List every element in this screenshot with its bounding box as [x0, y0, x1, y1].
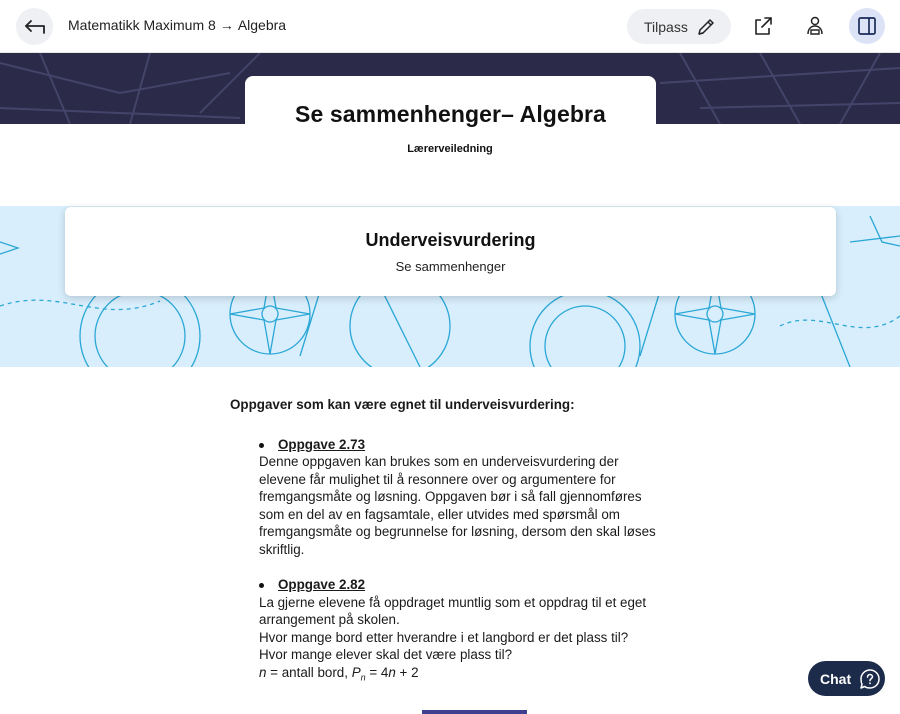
chat-label: Chat [820, 670, 852, 687]
share-button[interactable] [745, 8, 781, 44]
share-icon [752, 15, 774, 37]
task-line: elevene får mulighet til å resonnere over og argumentere for [259, 471, 616, 487]
breadcrumb-chapter[interactable]: Algebra [237, 17, 287, 33]
breadcrumb [68, 17, 286, 33]
page-subtitle: Lærerveiledning [407, 143, 493, 155]
task-item [230, 576, 670, 687]
back-button[interactable] [16, 8, 53, 45]
task-line: fremgangsmåte og begrunnelse for løsning, dersom den skal løses [259, 524, 656, 539]
task-line: fremgangsmåte og løsning. Oppgaven bør i så fall gjennomføres [259, 489, 642, 504]
back-arrow-icon [24, 19, 46, 35]
task-line: arrangement på skolen. [259, 612, 400, 627]
pencil-icon [696, 17, 716, 37]
task-line: Denne oppgaven kan brukes som en underveisvurdering der [259, 454, 619, 469]
formula-text: = antall bord, [266, 664, 352, 680]
teacher-button[interactable] [797, 8, 833, 44]
task-title[interactable]: Oppgave 2.82 [278, 577, 366, 592]
task-line: skriftlig. [259, 541, 305, 557]
banner-title: Underveisvurdering [365, 230, 536, 250]
top-bar [0, 0, 900, 53]
chat-button[interactable] [808, 661, 885, 696]
formula-var-p: P [351, 664, 361, 680]
formula-var-n: n [259, 664, 267, 680]
tilpass-label: Tilpass [644, 18, 688, 35]
task-line: Hvor mange elever skal det være plass til? [259, 647, 513, 662]
banner-card [65, 207, 836, 296]
bottom-strip [422, 710, 527, 714]
task-line: La gjerne elevene få oppdraget muntlig som et oppdrag til et eget [259, 594, 647, 610]
bullet-icon [259, 443, 264, 448]
task-line: Hvor mange bord etter hverandre i et langbord er det plass til? [259, 629, 629, 645]
task-formula [259, 664, 670, 687]
formula-var-n: n [388, 664, 396, 680]
bullet-icon [259, 583, 264, 588]
formula-subscript: n [360, 672, 366, 683]
breadcrumb-separator: → [219, 17, 234, 33]
side-panel-icon [856, 15, 878, 37]
side-panel-button[interactable] [849, 8, 885, 44]
chat-help-icon [859, 668, 881, 690]
task-item [230, 436, 670, 559]
formula-text: + 2 [395, 664, 419, 680]
page-title: Se sammenhenger– Algebra [295, 101, 606, 127]
tilpass-button[interactable] [627, 9, 731, 44]
teacher-icon [804, 15, 826, 37]
banner-subtitle: Se sammenhenger [395, 259, 506, 274]
main-content [230, 396, 670, 705]
content-intro: Oppgaver som kan være egnet til underveisvurdering: [230, 397, 575, 412]
formula-text: = 4 [365, 664, 389, 680]
task-title[interactable]: Oppgave 2.73 [278, 436, 366, 452]
breadcrumb-book[interactable]: Matematikk Maximum 8 [68, 17, 216, 33]
title-card [245, 76, 656, 136]
task-line: som en del av en fagsamtale, eller utvides med spørsmål om [259, 506, 620, 522]
